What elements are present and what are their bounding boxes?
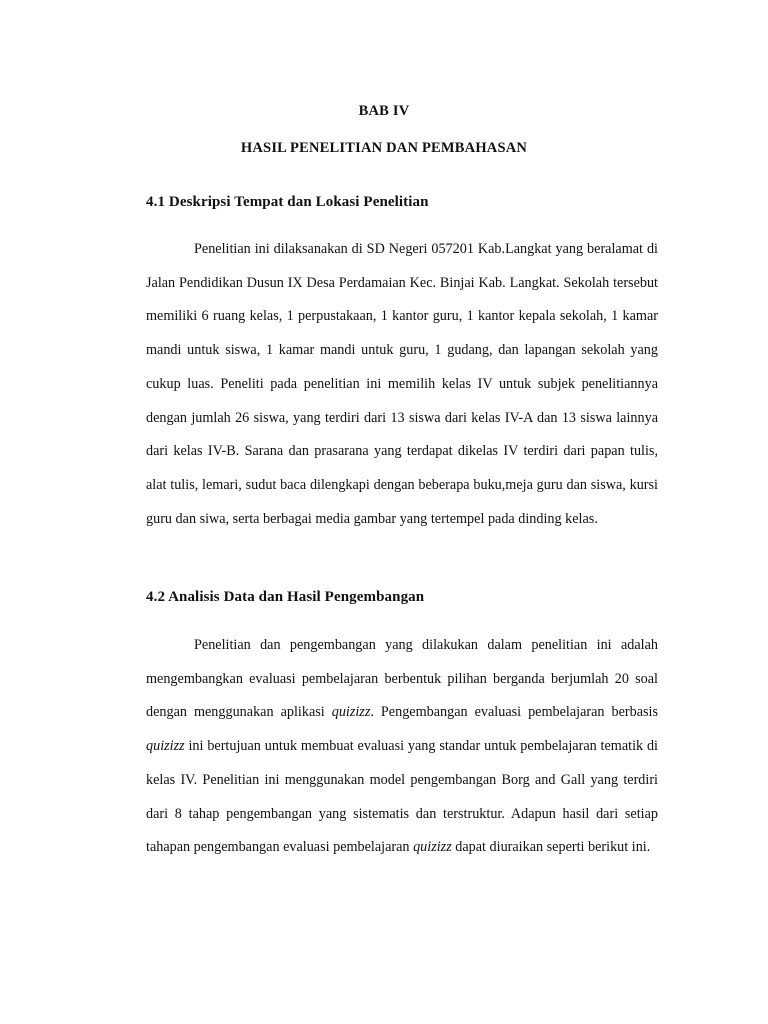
paragraph-text: Penelitian dan pengembangan yang dilakukan dalam penelitian ini adalah mengembangkan evaluasi pembelajaran berbentuk pilihan berganda berjumlah 20 soal dengan menggunakan aplikasi (146, 637, 658, 721)
section-4-2-paragraph (146, 629, 658, 865)
paragraph-text: dapat diuraikan seperti berikut ini. (451, 839, 651, 856)
chapter-title: HASIL PENELITIAN DAN PEMBAHASAN (240, 140, 528, 156)
italic-term: quizizz (146, 738, 185, 755)
paragraph-text: . Pengembangan evaluasi pembelajaran berbasis (370, 704, 659, 721)
section-heading-4-1: 4.1 Deskripsi Tempat dan Lokasi Penelitian (146, 194, 429, 210)
section-heading-4-2: 4.2 Analisis Data dan Hasil Pengembangan (146, 589, 425, 605)
italic-term: quizizz (331, 704, 371, 721)
paragraph-text: ini bertujuan untuk membuat evaluasi yang standar untuk pembelajaran tematik di kelas IV. Penelitian ini menggunakan model pengembangan Borg and Gall yang terdiri dari 8 tahap pengembangan yang sistematis dan terstruktur. Adapun hasil dari setiap tahapan pengembangan evaluasi pembelajaran (146, 738, 658, 856)
chapter-number: BAB IV (358, 103, 410, 119)
italic-term: quizizz (413, 839, 452, 856)
section-4-1-paragraph: Penelitian ini dilaksanakan di SD Negeri 057201 Kab.Langkat yang beralamat di Jalan Pendidikan Dusun IX Desa Perdamaian Kec. Binjai Kab. Langkat. Sekolah tersebut memiliki 6 ruang kelas, 1 perpustakaan, 1 kantor guru, 1 kantor kepala sekolah, 1 kamar mandi untuk siswa, 1 kamar mandi untuk guru, 1 gudang, dan lapangan sekolah yang cukup luas. Peneliti pada penelitian ini memilih kelas IV untuk subjek penelitiannya dengan jumlah 26 siswa, yang terdiri dari 13 siswa dari kelas IV-A dan 13 siswa lainnya dari kelas IV-B. Sarana dan prasarana yang terdapat dikelas IV terdiri dari papan tulis, alat tulis, lemari, sudut baca dilengkapi dengan beberapa buku,meja guru dan siswa, kursi guru dan siwa, serta berbagai media gambar yang tertempel pada dinding kelas. (146, 241, 658, 527)
